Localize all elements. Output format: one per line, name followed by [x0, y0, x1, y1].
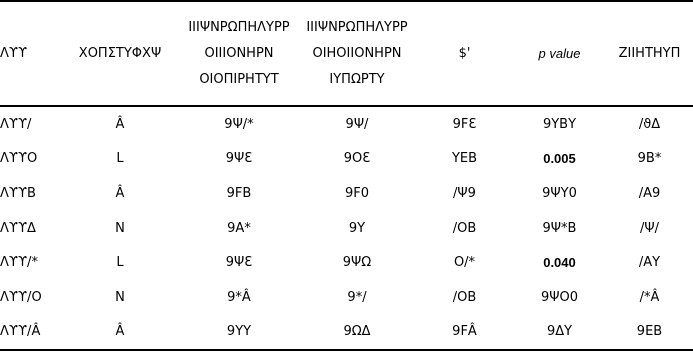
table-row [0, 280, 693, 315]
table-row [0, 105, 693, 142]
table-cell: 0.040 [543, 255, 576, 271]
table-cell: 9ΨΥ0 [542, 185, 577, 201]
column-header-7 [606, 2, 693, 105]
table-row [0, 176, 693, 211]
table-cell: Â [115, 324, 125, 340]
table-row [0, 245, 693, 280]
table-cell: 9ΔΥ [546, 324, 573, 340]
table-cell: 9ΥΥ [226, 324, 252, 340]
table-cell: /*Â [639, 289, 660, 305]
table-cell: Λϒϒ/Ο [0, 289, 42, 305]
table-cell: 9ΩΔ [343, 324, 371, 340]
column-header-1 [0, 2, 60, 105]
table-cell: 9Α* [227, 220, 251, 236]
column-header-line: ΙΙΙΨΝΡΩΠΗΛΥΡΡ [306, 19, 408, 35]
column-header-line: ΙΥΠΩΡΤΥ [329, 71, 385, 87]
column-header-line: ΟΙΙΙΟΝΗΡΝ [204, 45, 274, 61]
column-header-line: ΧΟΠΣΤΥΦΧΨ [78, 45, 162, 61]
table-cell: L [116, 255, 124, 271]
column-header-line: ΟΙΟΠΙΡΗΤΥΤ [199, 71, 279, 87]
column-header-line: ΙΙΙΨΝΡΩΠΗΛΥΡΡ [188, 19, 290, 35]
table-cell: ΛϒϒΒ [0, 185, 36, 201]
table-cell: Λϒϒ/* [0, 255, 38, 271]
column-header-3 [180, 2, 298, 105]
table-cell: 9ΨƐ [225, 151, 253, 167]
header-row [0, 2, 693, 105]
table-header [0, 2, 693, 105]
table-cell: ΥΕΒ [451, 151, 478, 167]
table-cell: 9ΥΒΥ [542, 116, 577, 132]
table-cell: 9ΨΩ [342, 255, 372, 271]
table-cell: /Α9 [638, 185, 661, 201]
table-cell: 9ϜÂ [452, 324, 477, 340]
table-row [0, 142, 693, 177]
column-header-5 [416, 2, 513, 105]
table-body [0, 105, 693, 349]
column-header-line: p value [538, 45, 581, 61]
column-header-line: ΖΙΙΗΤΗΥΠ [618, 45, 681, 61]
table-cell: Λϒϒ/Â [0, 324, 41, 340]
table-cell: /ΑΥ [638, 255, 661, 271]
table-cell: Ο/* [453, 255, 476, 271]
column-header-line: ΟΙΗΟΙΙΟΝΗΡΝ [312, 45, 402, 61]
table-cell: 9Ψ/* [224, 116, 254, 132]
table-cell: Λϒϒ/ [0, 116, 32, 132]
table-cell: 9Β* [637, 151, 662, 167]
table-cell: 9ΨƐ [225, 255, 253, 271]
table-cell: Â [115, 185, 125, 201]
table-cell: 9Ψ*Β [542, 220, 577, 236]
table-cell: 9Υ [348, 220, 366, 236]
table-cell: 9ϜΒ [226, 185, 252, 201]
table-cell: /Ψ/ [640, 220, 659, 236]
table-cell: 9Ψ/ [345, 116, 369, 132]
column-header-line: $' [458, 45, 471, 61]
table-cell: ΛϒϒΟ [0, 151, 38, 167]
table-cell: /ΟΒ [452, 220, 477, 236]
table-row [0, 211, 693, 246]
table-cell: 0.005 [543, 151, 576, 167]
table-cell: 9*Â [227, 289, 251, 305]
table-cell: 9Ϝ0 [344, 185, 370, 201]
table-cell: /ΟΒ [452, 289, 477, 305]
column-header-6 [513, 2, 606, 105]
column-header-4 [298, 2, 416, 105]
table-cell: 9ΨΟ0 [540, 289, 578, 305]
table-cell: 9*/ [347, 289, 367, 305]
table-cell: /ϑΔ [638, 116, 661, 132]
table-cell: L [116, 151, 124, 167]
column-header-line: Λϒϒ [0, 45, 28, 61]
table-cell: 9ϜƐ [452, 116, 477, 132]
table-cell: Â [115, 116, 125, 132]
results-table [0, 2, 693, 349]
table-bottom-rule [0, 349, 693, 351]
table-cell: 9ΟƐ [343, 151, 371, 167]
table-row [0, 315, 693, 350]
table-cell: ΛϒϒΔ [0, 220, 36, 236]
column-header-2 [60, 2, 180, 105]
table-cell: 9ΕΒ [636, 324, 663, 340]
table-cell: Ν [115, 220, 125, 236]
table-cell: /Ψ9 [453, 185, 476, 201]
table-cell: Ν [115, 289, 125, 305]
